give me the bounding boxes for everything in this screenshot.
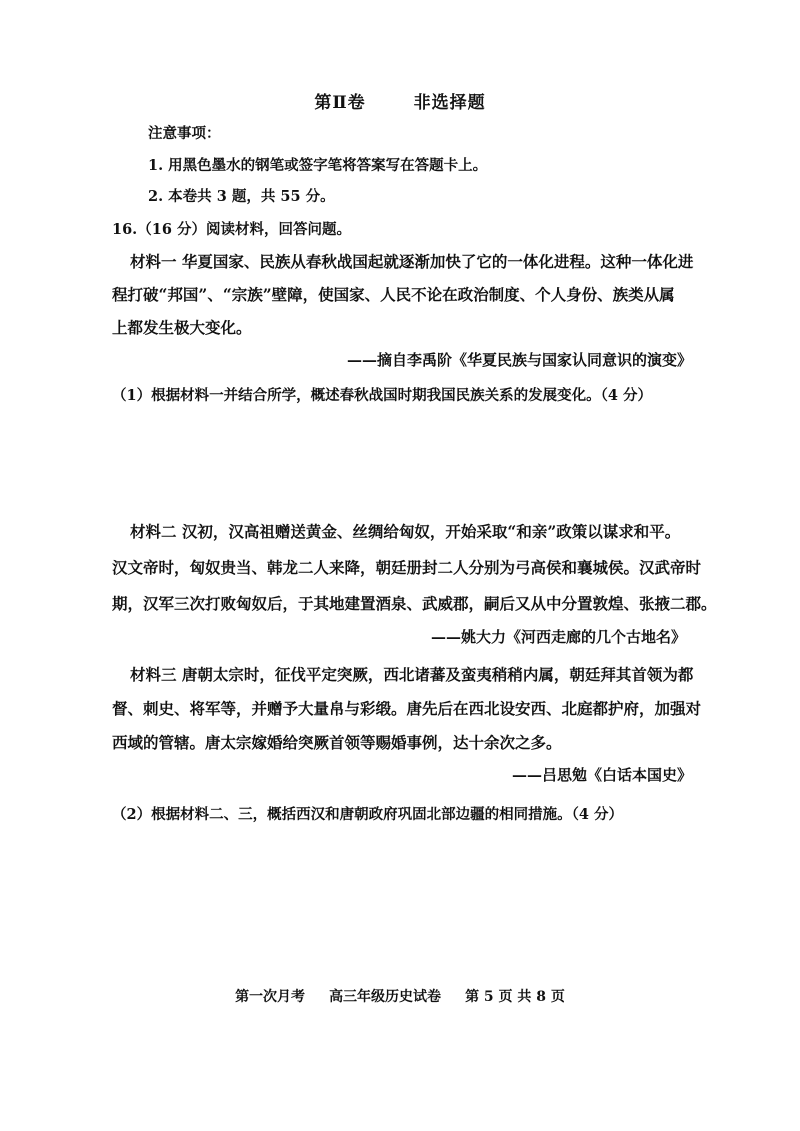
material3-line: 督、刺史、将军等，并赠予大量帛与彩缎。唐先后在西北设安西、北庭都护府，加强对 [112, 699, 702, 718]
material1-source: ——摘自李禹阶《华夏民族与国家认同意识的演变》 [346, 351, 692, 369]
page-footer [0, 986, 800, 1006]
material2-line: 期，汉军三次打败匈奴后，于其地建置酒泉、武威郡，嗣后又从中分置敦煌、张掖二郡。 [112, 594, 717, 613]
section-subtitle: 非选择题 [413, 93, 486, 113]
footer-paper: 高三年级历史试卷 [329, 989, 442, 1005]
notes-item: 2. 本卷共 3 题，共 55 分。 [148, 188, 335, 205]
subquestion-2: （2）根据材料二、三，概括西汉和唐朝政府巩固北部边疆的相同措施。（4 分） [112, 806, 623, 823]
material3-line: 西域的管辖。唐太宗嫁婚给突厥首领等赐婚事例，达十余次之多。 [112, 733, 562, 752]
notes-item: 1. 用黑色墨水的钢笔或签字笔将答案写在答题卡上。 [148, 157, 488, 174]
notes-heading: 注意事项： [148, 125, 221, 142]
material1-line: 程打破“邦国”、“宗族”壁障，使国家、人民不论在政治制度、个人身份、族类从属 [112, 285, 675, 304]
subquestion-1: （1）根据材料一并结合所学，概述春秋战国时期我国民族关系的发展变化。（4 分） [112, 387, 652, 404]
material2-line: 汉文帝时，匈奴贵当、韩龙二人来降，朝廷册封二人分别为弓高侯和襄城侯。汉武帝时 [112, 558, 702, 577]
material1-line: 材料一 华夏国家、民族从春秋战国起就逐渐加快了它的一体化进程。这种一体化进 [130, 252, 694, 271]
footer-page: 第 5 页 共 8 页 [465, 989, 565, 1005]
footer-exam: 第一次月考 [235, 989, 306, 1005]
material2-line: 材料二 汉初，汉高祖赠送黄金、丝绸给匈奴，开始采取“和亲”政策以谋求和平。 [130, 522, 681, 541]
question-16: 16.（16 分）阅读材料，回答问题。 [112, 221, 351, 238]
material2-source: ——姚大力《河西走廊的几个古地名》 [430, 628, 686, 646]
material1-line: 上都发生极大变化。 [112, 318, 252, 337]
material3-source: ——吕思勉《白话本国史》 [511, 766, 692, 784]
page-title [0, 88, 800, 113]
material3-line: 材料三 唐朝太宗时，征伐平定突厥，西北诸蕃及蛮夷稍稍内属，朝廷拜其首领为都 [130, 665, 694, 684]
section-label: 第Ⅱ卷 [314, 93, 366, 113]
